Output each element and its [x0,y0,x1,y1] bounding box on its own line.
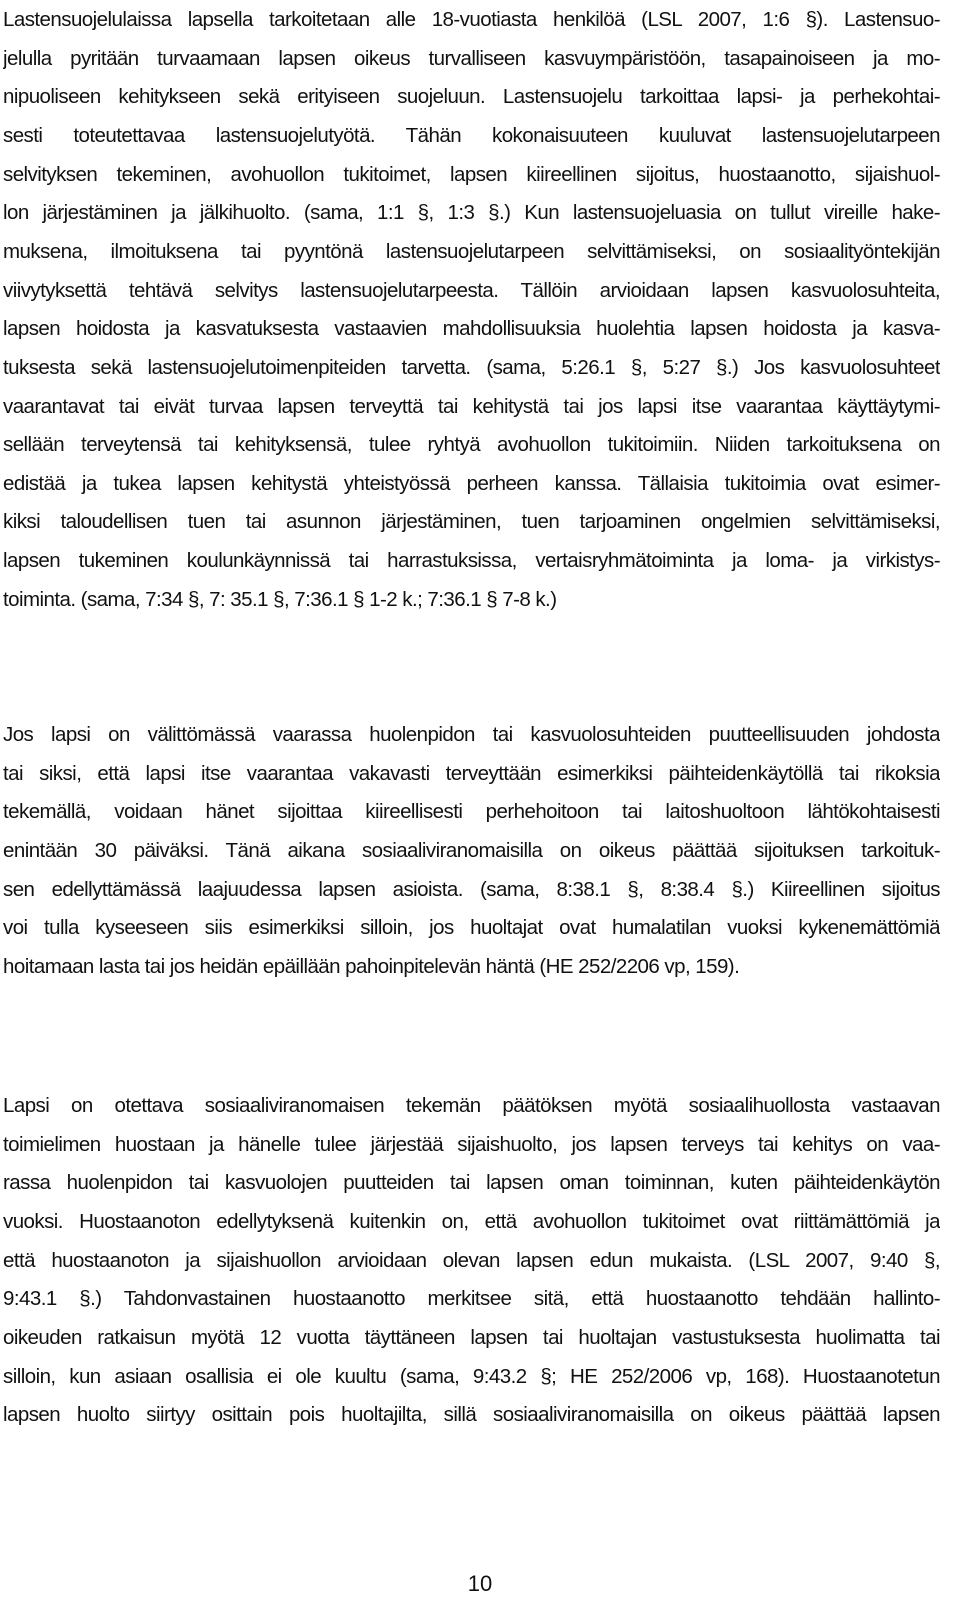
text-line: toimielimen huostaan ja hänelle tulee järjestää sijaishuolto, jos lapsen terveys tai kehitys on vaa- [3,1132,940,1156]
page-number: 10 [467,1571,493,1596]
text-line: hoitamaan lasta tai jos heidän epäillään pahoinpitelevän häntä (HE 252/2206 vp, 159). [3,954,740,978]
text-line: rassa huolenpidon tai kasvuolojen puutteiden tai lapsen oman toiminnan, kuten päihteidenkäytön [3,1171,940,1195]
text-line: lapsen huolto siirtyy osittain pois huoltajilta, sillä sosiaaliviranomaisilla on oikeus päättää lapsen [3,1403,940,1427]
text-line: jelulla pyritään turvaamaan lapsen oikeus turvalliseen kasvuympäristöön, tasapainoiseen ja mo- [3,46,940,70]
text-line: vuoksi. Huostaanoton edellytyksenä kuitenkin on, että avohuollon tukitoimet ovat riittämättömiä ja [3,1210,940,1233]
text-line: 9:43.1 §.) Tahdonvastainen huostaanotto merkitsee sitä, että huostaanotto tehdään hallinto- [3,1287,940,1311]
text-line: tekemällä, voidaan hänet sijoittaa kiireellisesti perhehoitoon tai laitoshuoltoon lähtökohtaisesti [3,800,940,824]
text-line: silloin, kun asiaan osallisia ei ole kuultu (sama, 9:43.2 §; HE 252/2006 vp, 168). Huostaanotetun [3,1364,940,1388]
text-line: vaarantavat tai eivät turvaa lapsen terveyttä tai kehitystä tai jos lapsi itse vaarantaa käyttäytymi- [3,394,940,418]
text-line: voi tulla kyseeseen siis esimerkiksi silloin, jos huoltajat ovat humalatilan vuoksi kykenemättömiä [3,916,940,940]
text-line: lon järjestäminen ja jälkihuolto. (sama, 1:1 §, 1:3 §.) Kun lastensuojeluasia on tullut vireille hake- [3,201,940,225]
text-line: edistää ja tukea lapsen kehitystä yhteistyössä perheen kanssa. Tällaisia tukitoimia ovat esimer- [3,471,940,495]
text-line: tai siksi, että lapsi itse vaarantaa vakavasti terveyttään esimerkiksi päihteidenkäytöllä tai rikoksia [3,761,940,785]
text-line: sellään terveytensä tai kehityksensä, tulee ryhtyä avohuollon tukitoimiin. Niiden tarkoituksena on [3,433,940,457]
text-line: Jos lapsi on välittömässä vaarassa huolenpidon tai kasvuolosuhteiden puutteellisuuden johdosta [3,723,940,746]
text-line: Lastensuojelulaissa lapsella tarkoitetaan alle 18-vuotiasta henkilöä (LSL 2007, 1:6 §). Lastensuo- [3,8,940,31]
text-line: nipuoliseen kehitykseen sekä erityiseen suojeluun. Lastensuojelu tarkoittaa lapsi- ja perhekohtai- [3,85,940,109]
text-line: lapsen tukeminen koulunkäynnissä tai harrastuksissa, vertaisryhmätoiminta ja loma- ja virkistys- [3,549,940,573]
text-line: muksena, ilmoituksena tai pyyntönä lastensuojelutarpeen selvittämiseksi, on sosiaalityöntekijän [3,239,940,263]
text-line: lapsen hoidosta ja kasvatuksesta vastaavien mahdollisuuksia huolehtia lapsen hoidosta ja kasva- [3,317,940,341]
text-line: että huostaanoton ja sijaishuollon arvioidaan olevan lapsen edun mukaista. (LSL 2007, 9:40 §, [3,1248,940,1272]
text-line: tuksesta sekä lastensuojelutoimenpiteiden tarvetta. (sama, 5:26.1 §, 5:27 §.) Jos kasvuolosuhteet [3,355,940,379]
text-line: enintään 30 päiväksi. Tänä aikana sosiaaliviranomaisilla on oikeus päättää sijoituksen tarkoituk- [3,839,940,862]
text-line: toiminta. (sama, 7:34 §, 7: 35.1 §, 7:36.1 § 1-2 k.; 7:36.1 § 7-8 k.) [3,587,557,611]
text-line: sen edellyttämässä laajuudessa lapsen asioista. (sama, 8:38.1 §, 8:38.4 §.) Kiireellinen sijoitus [3,877,940,901]
text-line: kiksi taloudellisen tuen tai asunnon järjestäminen, tuen tarjoaminen ongelmien selvittämiseksi, [3,510,940,534]
text-line: sesti toteutettavaa lastensuojelutyötä. Tähän kokonaisuuteen kuuluvat lastensuojelutarpeen [3,123,940,147]
text-line: viivytyksettä tehtävä selvitys lastensuojelutarpeesta. Tällöin arvioidaan lapsen kasvuolosuhteita, [3,278,940,302]
text-line: Lapsi on otettava sosiaaliviranomaisen tekemän päätöksen myötä sosiaalihuollosta vastaavan [3,1094,940,1117]
text-line: selvityksen tekeminen, avohuollon tukitoimet, lapsen kiireellinen sijoitus, huostaanotto, sijaishuol- [3,162,940,186]
text-line: oikeuden ratkaisun myötä 12 vuotta täyttäneen lapsen tai huoltajan vastustuksesta huolimatta tai [3,1325,940,1349]
